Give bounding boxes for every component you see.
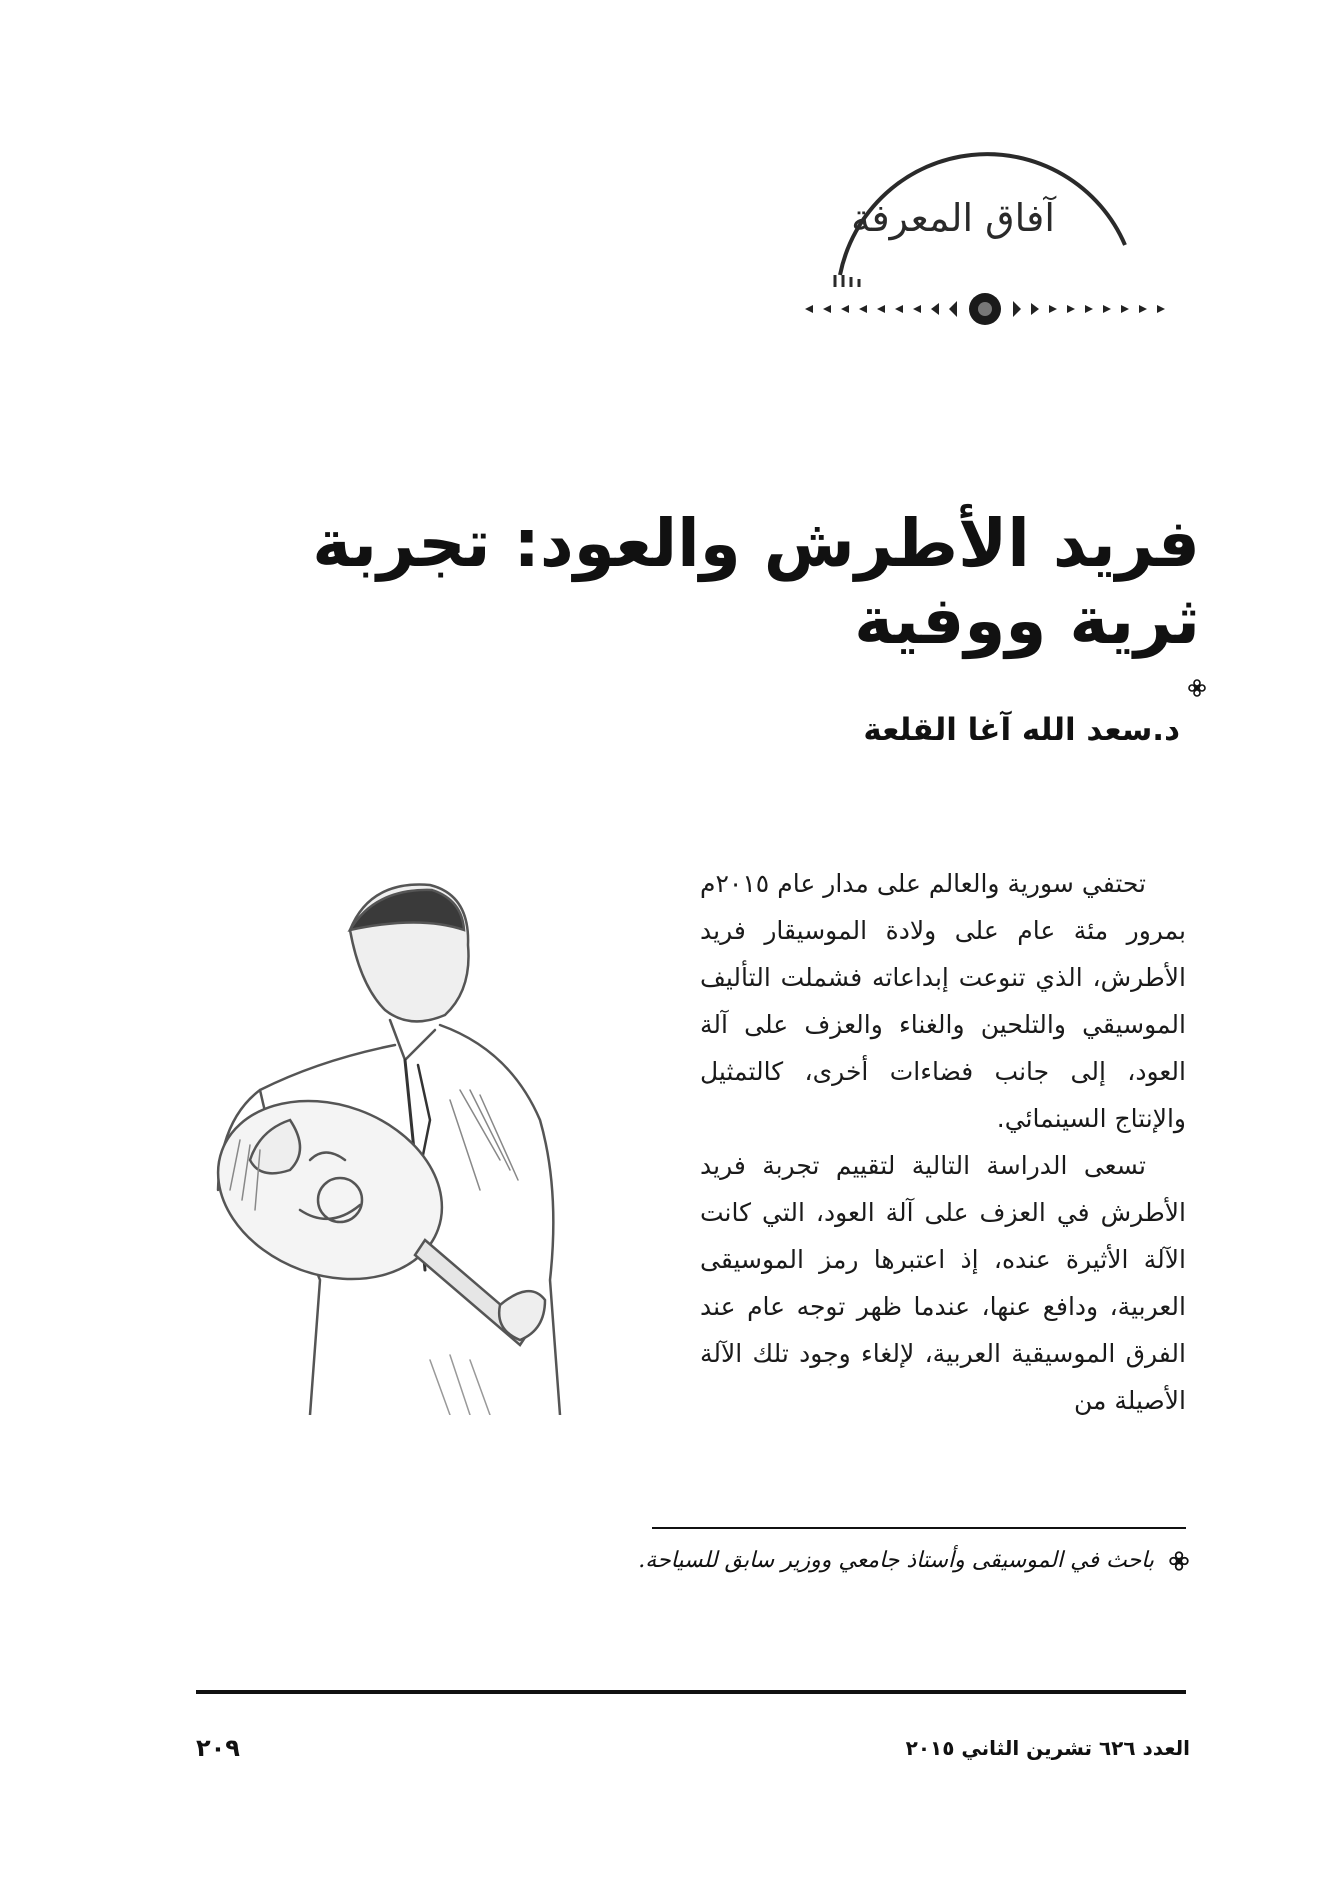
footnote-rule [652, 1527, 1186, 1529]
article-title: فريد الأطرش والعود: تجربة ثرية ووفية [312, 505, 1200, 659]
issue-info: العدد ٦٢٦ تشرين الثاني ٢٠١٥ [905, 1736, 1190, 1760]
body-paragraph: تسعى الدراسة التالية لتقييم تجربة فريد الأطرش في العزف على آلة العود، التي كانت الآلة الأثيرة عنده، إذ اعتبرها رمز الموسيقى العربية، ودافع عنها، عندما ظهر توجه عام عند الفرق الموسيقية العربية، لإلغاء وجود تلك الآلة الأصيلة من [700, 1151, 1186, 1415]
sunburst-ornament-icon [969, 293, 1001, 325]
section-logo-text: آفاق المعرفة [851, 196, 1055, 240]
article-body [700, 860, 1186, 1424]
author-name: د.سعد الله آغا القلعة [863, 712, 1180, 748]
body-paragraph: تحتفي سورية والعالم على مدار عام ٢٠١٥م بمرور مئة عام على ولادة الموسيقار فريد الأطرش، الذي تنوعت إبداعاته فشملت التأليف الموسيقي والتلحين والغناء والعزف على آلة العود، إلى جانب فضاءات أخرى، كالتمثيل والإنتاج السينمائي. [700, 869, 1186, 1133]
footnote-text: باحث في الموسيقى وأستاذ جامعي ووزير سابق للسياحة. [638, 1548, 1154, 1573]
flower-asterisk-icon [1187, 678, 1207, 698]
footer-rule [196, 1690, 1186, 1694]
oud-player-illustration [200, 860, 710, 1415]
flower-asterisk-icon [1168, 1550, 1190, 1572]
footnote [520, 1548, 1190, 1573]
page-number: ٢٠٩ [196, 1734, 240, 1762]
